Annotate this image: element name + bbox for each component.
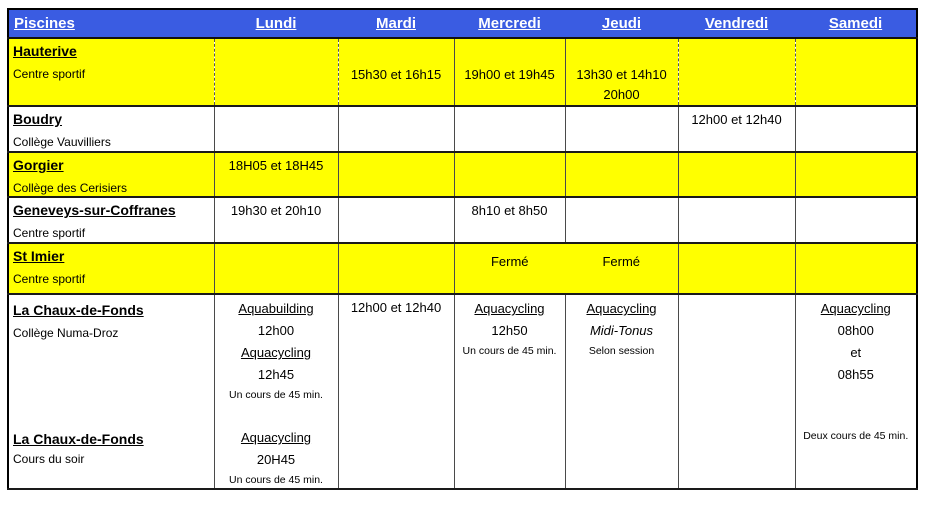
pool-venue: Cours du soir [13,452,85,466]
cell-gorgier-samedi [795,152,917,197]
row-gorgier [8,152,917,197]
cell-hauterive-mercredi [454,38,565,106]
pool-venue: Centre sportif [13,67,86,81]
cell-hauterive-lundi [214,38,338,106]
schedule-block-midi [566,295,678,425]
pool-venue: Collège des Cerisiers [13,181,128,195]
cell-cdf-samedi [795,294,917,489]
activity-time: 12h45 [257,367,295,382]
activity-time: 12h50 [491,323,528,338]
cell-st-imier-lundi [214,243,338,294]
cell-cdf-mardi [338,294,454,489]
pool-name: La Chaux-de-Fonds [13,302,144,318]
activity-note: Selon session [588,345,655,357]
activity-note: Un cours de 45 min. [229,389,323,401]
activity-name: Aquabuilding [238,301,314,316]
cell-hauterive-vendredi [678,38,795,106]
closed-label: Fermé [490,254,529,269]
activity-time: 12h00 [257,323,295,338]
schedule-time: 13h30 et 14h10 [576,67,667,82]
schedule-block-soir [215,425,338,488]
row-hauterive [8,38,917,106]
cell-geneveys-mardi [338,197,454,243]
cell-boudry-vendredi [678,106,795,152]
row-boudry [8,106,917,152]
activity-name: Aquacycling [820,301,891,316]
cell-cdf-mercredi [454,294,565,489]
row-st-imier [8,243,917,294]
pool-entry-midi [13,298,210,428]
pool-name: Geneveys-sur-Coffranes [13,202,176,218]
header-row [8,9,917,38]
pool-venue: Centre sportif [13,226,86,240]
schedule-time: 18H05 et 18H45 [228,158,324,173]
schedule-time: 12h00 et 12h40 [691,112,782,127]
activity-name: Aquacycling [240,345,312,360]
row-la-chaux-de-fonds [8,294,917,489]
col-header-piscines: Piscines [8,9,214,38]
cell-cdf-lundi [214,294,338,489]
pool-schedule-table [7,8,918,490]
pool-name: Gorgier [13,157,64,173]
cell-boudry-samedi [795,106,917,152]
cell-boudry-mardi [338,106,454,152]
activity-time: 08h00 [837,323,874,338]
cell-gorgier-jeudi [565,152,678,197]
col-header-lundi: Lundi [214,9,338,38]
col-header-jeudi: Jeudi [565,9,678,38]
schedule-block-midi [339,295,454,425]
cell-boudry-mercredi [454,106,565,152]
activity-name: Aquacycling [474,301,545,316]
cell-st-imier-vendredi [678,243,795,294]
activity-subtitle: Midi-Tonus [589,323,654,338]
cell-st-imier-jeudi [565,243,678,294]
cell-gorgier-mercredi [454,152,565,197]
cell-geneveys-samedi [795,197,917,243]
pool-venue: Centre sportif [13,272,86,286]
cell-hauterive-jeudi [565,38,678,106]
cell-gorgier-lundi [214,152,338,197]
activity-time-separator: et [850,345,862,360]
pool-cell-boudry [8,106,214,152]
schedule-block-midi [215,295,338,425]
cell-gorgier-vendredi [678,152,795,197]
pool-venue: Collège Numa-Droz [13,326,119,340]
cell-cdf-vendredi [678,294,795,489]
cell-geneveys-jeudi [565,197,678,243]
col-header-mercredi: Mercredi [454,9,565,38]
cell-st-imier-mercredi [454,243,565,294]
schedule-time: 12h00 et 12h40 [350,300,442,315]
col-header-vendredi: Vendredi [678,9,795,38]
schedule-block-midi [455,295,565,425]
schedule-block-soir [796,425,917,444]
schedule-time: 20h00 [603,87,640,102]
activity-time: 08h55 [837,367,874,382]
activity-note: Un cours de 45 min. [462,345,557,357]
schedule-time: 19h30 et 20h10 [230,203,322,218]
cell-geneveys-mercredi [454,197,565,243]
schedule-block-midi [796,295,917,425]
col-header-mardi: Mardi [338,9,454,38]
cell-geneveys-lundi [214,197,338,243]
cell-gorgier-mardi [338,152,454,197]
cell-cdf-jeudi [565,294,678,489]
schedule-time: 8h10 et 8h50 [471,203,548,218]
pool-name: St Imier [13,248,65,264]
pool-cell-hauterive [8,38,214,106]
pool-cell-gorgier [8,152,214,197]
pool-name: Boudry [13,111,62,127]
activity-name: Aquacycling [586,301,657,316]
cell-boudry-lundi [214,106,338,152]
closed-label: Fermé [602,254,641,269]
cell-hauterive-samedi [795,38,917,106]
cell-boudry-jeudi [565,106,678,152]
activity-name: Aquacycling [240,430,312,445]
row-geneveys-sur-coffranes [8,197,917,243]
activity-note: Deux cours de 45 min. [803,430,909,442]
cell-st-imier-mardi [338,243,454,294]
col-header-samedi: Samedi [795,9,917,38]
activity-note: Un cours de 45 min. [229,474,323,486]
schedule-time: 15h30 et 16h15 [350,67,442,82]
pool-name: La Chaux-de-Fonds [13,431,144,447]
cell-st-imier-samedi [795,243,917,294]
pool-cell-st-imier [8,243,214,294]
activity-time: 20H45 [256,452,296,467]
pool-venue: Collège Vauvilliers [13,135,111,149]
pool-cell-geneveys [8,197,214,243]
pool-name: Hauterive [13,43,77,59]
cell-hauterive-mardi [338,38,454,106]
schedule-time: 19h00 et 19h45 [464,67,555,82]
cell-geneveys-vendredi [678,197,795,243]
pool-cell-la-chaux-de-fonds [8,294,214,489]
pool-entry-soir [13,428,210,467]
